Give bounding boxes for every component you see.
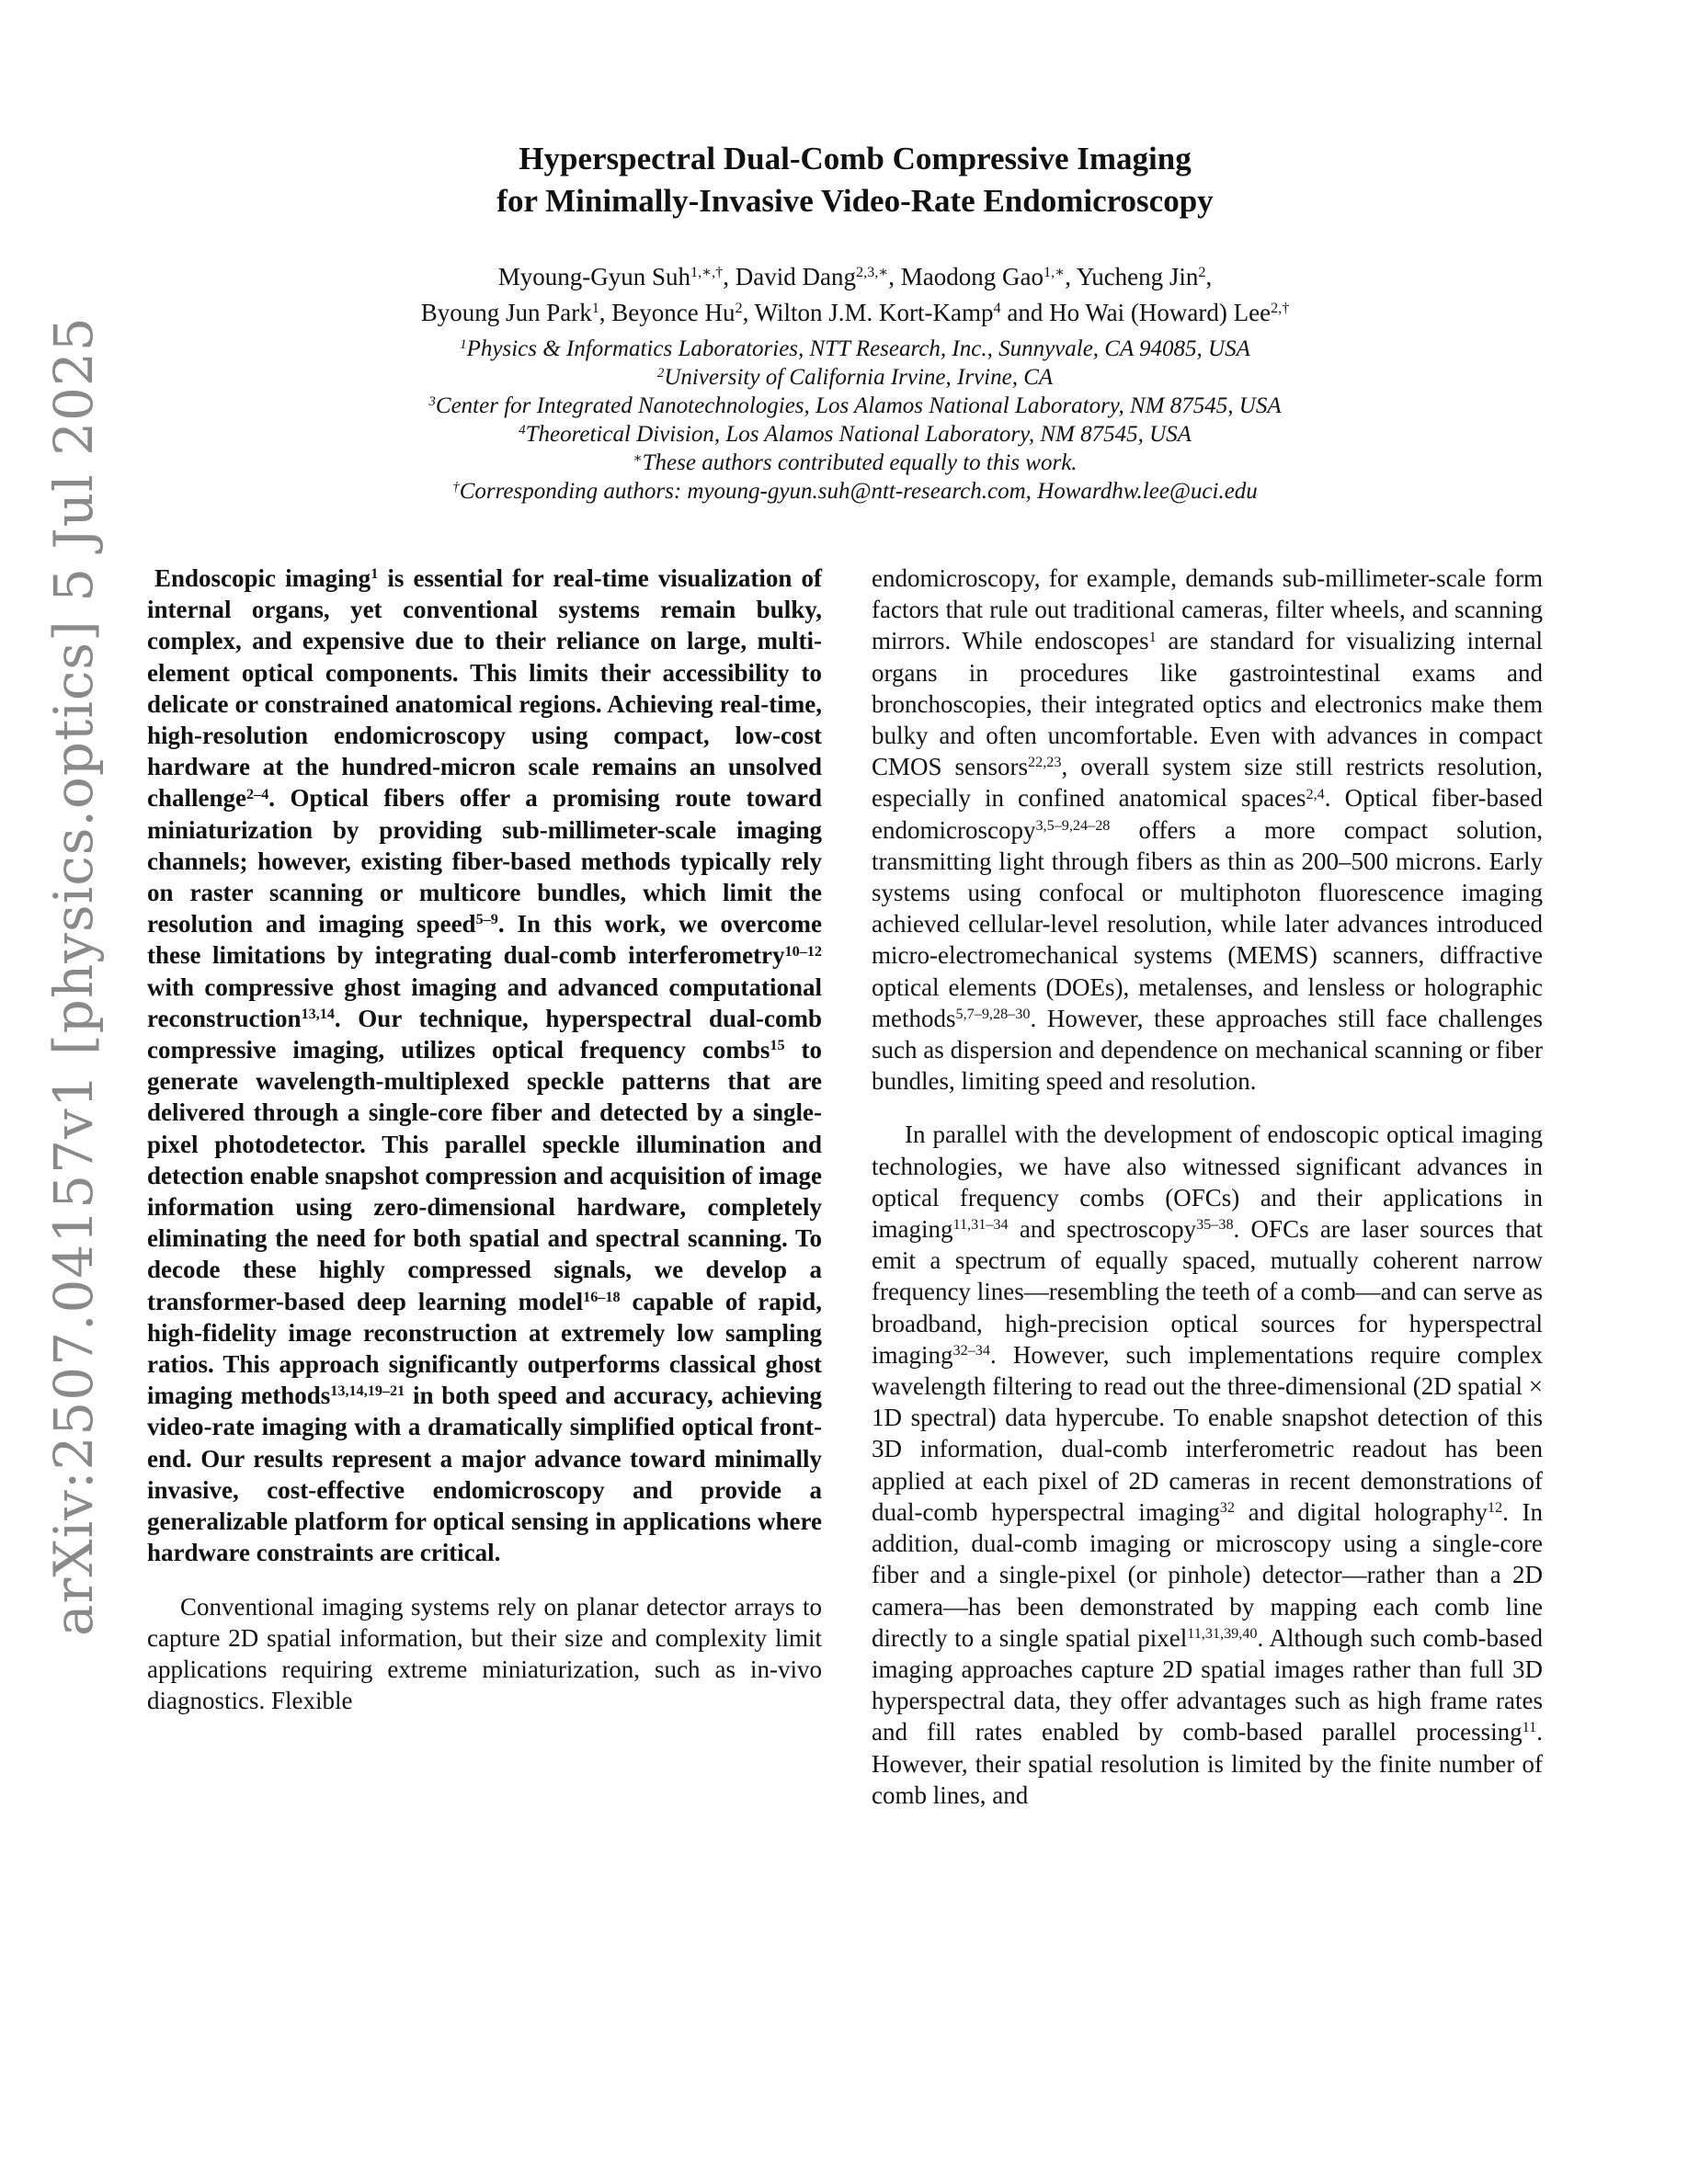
body-text: . OFCs are laser sources that emit a spectrum of equally spaced, mutually coherent narrow frequency lines—resembling the teeth of a comb—and can serve as broadband, high-precision optical sources for hyperspectral imaging (872, 1215, 1543, 1369)
citation: 11,31,39,40 (1187, 1624, 1258, 1642)
author-name: Wilton J.M. Kort-Kamp (754, 299, 994, 326)
citation: 12 (1487, 1498, 1503, 1516)
citation: 22,23 (1028, 754, 1062, 771)
corresponding-authors-note (184, 477, 1526, 506)
body-text: and spectroscopy (1008, 1215, 1197, 1244)
abstract-text: . In this work, we overcome these limitations by integrating dual-comb interferometry (147, 910, 822, 970)
body-text: endomicroscopy, for example, demands sub-millimeter-scale form factors that rule out traditional cameras, filter wheels, and scanning mirrors. While endoscopes (872, 564, 1543, 655)
author-name: Myoung-Gyun Suh (497, 263, 690, 290)
author-affil-sup: 1,∗,† (690, 264, 724, 281)
affiliation (184, 363, 1526, 392)
affiliation-text: These authors contributed equally to this work. (642, 450, 1078, 475)
citation: 2,4 (1306, 785, 1325, 802)
abstract-text: to generate wavelength-multiplexed speckle patterns that are delivered through a single-core fiber and detected by a single-pixel photodetector. This parallel speckle illumination and detection enable snapshot compression and acquisition of image information using zero-dimensional hardware, completely eliminating the need for both spatial and spectral scanning. To decode these highly compressed signals, we develop a transformer-based deep learning model (147, 1036, 822, 1315)
affiliation-list (184, 335, 1526, 506)
citation: 1 (1148, 628, 1157, 645)
citation: 1 (371, 565, 379, 583)
body-text: . Optical fiber-based endomicroscopy (872, 784, 1543, 844)
abstract-text: . Our technique, hyperspectral dual-comb compressive imaging, utilizes optical frequency combs (147, 1004, 822, 1064)
author-affil-sup: 2,3,∗ (856, 264, 889, 281)
citation: 32 (1219, 1498, 1235, 1516)
citation: 2–4 (246, 785, 269, 802)
affiliation-sup: 2 (656, 365, 665, 381)
citation: 10–12 (784, 942, 822, 960)
affiliation-text: Physics & Informatics Laboratories, NTT Research, Inc., Sunnyvale, CA 94085, USA (466, 336, 1250, 361)
equal-contribution-note (184, 449, 1526, 477)
author-affil-sup: 1 (591, 300, 599, 317)
abstract-text: . Optical fibers offer a promising route toward miniaturization by providing sub-millimeter-scale imaging channels; however, existing fiber-based methods typically rely on raster scanning or multicore bundles, which limit the resolution and imaging speed (147, 784, 822, 938)
title-line-1: Hyperspectral Dual-Comb Compressive Imaging (519, 141, 1192, 176)
affiliation-sup: 1 (460, 336, 467, 352)
abstract-text: with compressive ghost imaging and advanced computational reconstruction (147, 973, 822, 1032)
affiliation (184, 335, 1526, 363)
citation: 35–38 (1196, 1216, 1234, 1234)
body-text: . However, such implementations require complex wavelength filtering to read out the three-dimensional (2D spatial × 1D spectral) data hypercube. To enable snapshot detection of this 3D information, dual-comb interferometric readout has been applied at each pixel of 2D cameras in recent demonstrations of dual-comb hyperspectral imaging (872, 1340, 1543, 1526)
affiliation (184, 392, 1526, 420)
author-affil-sup: 2,† (1271, 300, 1290, 317)
author-name: Byoung Jun Park (420, 299, 592, 326)
body-text: . However, their spatial resolution is limited by the finite number of comb lines, and (872, 1718, 1543, 1809)
author-name: Beyonce Hu (611, 299, 736, 326)
body-text: are standard for visualizing internal organs in procedures like gastrointestinal exams and bronchoscopies, their integrated optics and electronics make them bulky and often uncomfortable. Even with advances in compact CMOS sensors (872, 627, 1543, 781)
body-text: . However, these approaches still face challenges such as dispersion and dependence on mechanical scanning or fiber bundles, limiting speed and resolution. (872, 1004, 1543, 1096)
body-text: . Although such comb-based imaging approaches capture 2D spatial images rather than full 3D hyperspectral data, they offer advantages such as high frame rates and fill rates enabled by comb-based parallel processing (872, 1623, 1543, 1746)
abstract (147, 563, 822, 1569)
affiliation-sup: ∗ (633, 450, 643, 466)
citation: 5,7–9,28–30 (955, 1005, 1031, 1022)
affiliation (184, 420, 1526, 449)
affiliation-text: University of California Irvine, Irvine, CA (664, 365, 1054, 390)
left-column (147, 563, 822, 1716)
right-column (872, 563, 1543, 1811)
author-affil-sup: 2 (735, 300, 743, 317)
author-affil-sup: 2 (1198, 264, 1206, 281)
citation: 5–9 (475, 911, 498, 928)
body-paragraph: Conventional imaging systems rely on planar detector arrays to capture 2D spatial information, but their size and complexity limit applications requiring extreme miniaturization, such as in-vivo diagnostics. Flexible (147, 1592, 822, 1715)
body-text: , overall system size still restricts resolution, especially in confined anatomical spaces (872, 753, 1543, 813)
citation: 16–18 (583, 1288, 621, 1305)
citation: 13,14 (301, 1005, 335, 1022)
author-name: David Dang (735, 263, 856, 290)
affiliation-sup: 4 (519, 422, 526, 438)
author-name: Ho Wai (Howard) Lee (1049, 299, 1272, 326)
author-affil-sup: 4 (993, 300, 1001, 317)
author-list: Myoung-Gyun Suh$^{1,∗,\dagger}$, David Dang$^{2,3,∗}$, Maodong Gao$^{1,∗}$, Yucheng Jin$^2$, Byoung Jun Park$^1$, Beyonce Hu$^2$, Wilton J.M. Kort-Kamp$^4$ and Ho Wai (Howard) Lee$^{2,\dagger}$ (420, 263, 1290, 326)
body-text: In parallel with the development of endoscopic optical imaging technologies, we have also witnessed significant advances in optical frequency combs (OFCs) and their applications in imaging (872, 1120, 1543, 1244)
body-paragraph (872, 563, 1543, 1097)
body-text: . In addition, dual-comb imaging or microscopy using a single-core fiber and a single-pixel (or pinhole) detector—rather than a 2D camera—has been demonstrated by mapping each comb line directly to a single spatial pixel (872, 1497, 1543, 1652)
body-paragraph (872, 1119, 1543, 1810)
citation: 15 (770, 1037, 785, 1054)
affiliation-text: Theoretical Division, Los Alamos National Laboratory, NM 87545, USA (525, 422, 1192, 447)
citation: 13,14,19–21 (330, 1382, 405, 1400)
arxiv-identifier: arXiv:2507.04157v1 [physics.optics] 5 Jul 2025 (42, 316, 105, 1636)
citation: 3,5–9,24–28 (1035, 816, 1111, 834)
title-line-2: for Minimally-Invasive Video-Rate Endomicroscopy (496, 183, 1214, 219)
author-affil-sup: 1,∗ (1044, 264, 1066, 281)
citation: 32–34 (952, 1341, 990, 1359)
author-name: Yucheng Jin (1076, 263, 1199, 290)
citation: 11 (1522, 1719, 1537, 1736)
affiliation-text: Center for Integrated Nanotechnologies, Los Alamos National Laboratory, NM 87545, USA (435, 393, 1282, 418)
paper-title (184, 138, 1526, 222)
abstract-text: is essential for real-time visualization of internal organs, yet conventional systems remain bulky, complex, and expensive due to their reliance on large, multi-element optical components. This limits their accessibility to delicate or constrained anatomical regions. Achieving real-time, high-resolution endomicroscopy using compact, low-cost hardware at the hundred-micron scale remains an unsolved challenge (147, 564, 822, 813)
affiliation-sup: † (452, 479, 460, 495)
body-text: offers a more compact solution, transmitting light through fibers as thin as 200–500 microns. Early systems using confocal or multiphoton fluorescence imaging achieved cellular-level resolution, while later advances introduced micro-electromechanical systems (MEMS) scanners, diffractive optical elements (DOEs), metalenses, and lensless or holographic methods (872, 815, 1543, 1032)
abstract-text: in both speed and accuracy, achieving video-rate imaging with a dramatically simplified optical front-end. Our results represent a major advance toward minimally invasive, cost-effective endomicroscopy and provide a generalizable platform for optical sensing in applications where hardware constraints are critical. (147, 1382, 822, 1567)
author-name: Maodong Gao (900, 263, 1044, 290)
paper-header (184, 138, 1526, 506)
affiliation-sup: 3 (428, 393, 436, 409)
abstract-text: capable of rapid, high-fidelity image reconstruction at extremely low sampling ratios. This approach significantly outperforms classical ghost imaging methods (147, 1287, 822, 1410)
citation: 11,31–34 (952, 1216, 1009, 1234)
abstract-text: Endoscopic imaging (154, 564, 371, 592)
affiliation-text: Corresponding authors: myoung-gyun.suh@ntt-research.com, Howardhw.lee@uci.edu (459, 479, 1258, 504)
body-text: and digital holography (1234, 1497, 1488, 1526)
